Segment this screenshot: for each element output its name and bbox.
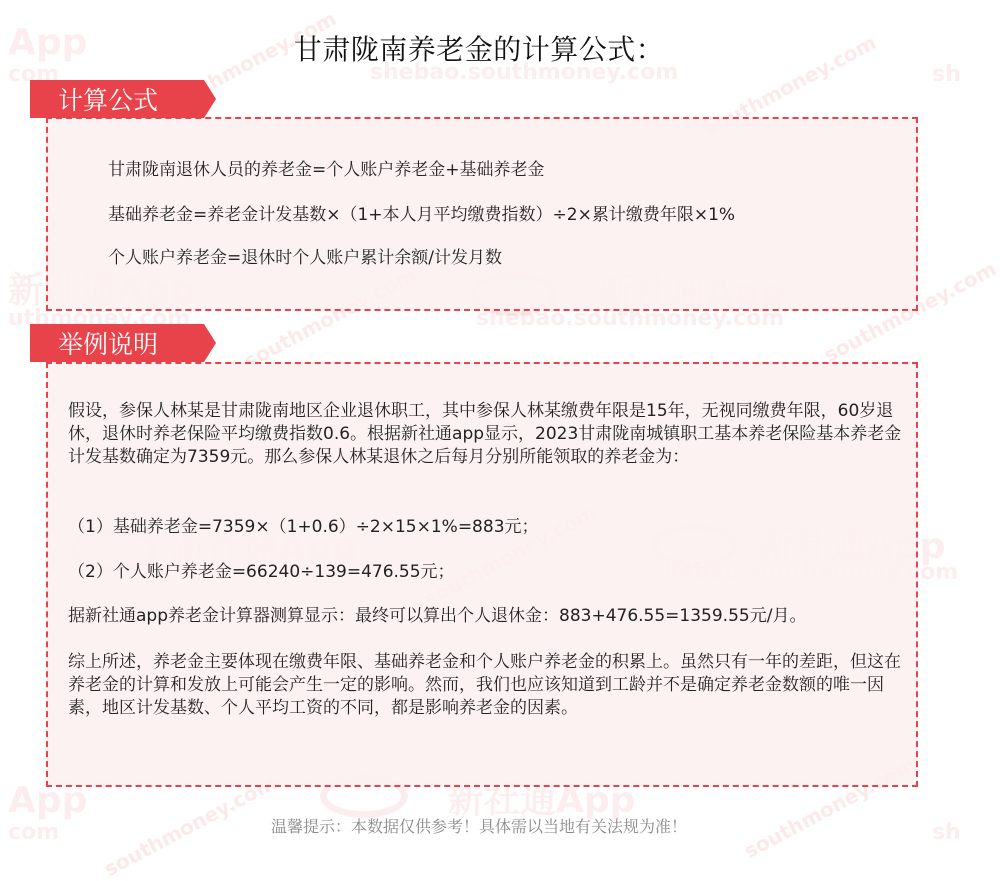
watermark-rotated: southmoney.com xyxy=(820,256,1000,368)
watermark-rotated: southmoney.com xyxy=(160,6,341,118)
example-paragraph: 假设，参保人林某是甘肃陇南地区企业退休职工，其中参保人林某缴费年限是15年，无视同缴费年限，60岁退休，退休时养老保险平均缴费指数0.6。根据新社通app显示，2023甘肃陇南城镇职工基本养老保险基本养老金计发基数确定为7359元。那么参保人林某退休之后每月分别所能领取的养老金为： xyxy=(68,401,902,467)
watermark-fragment: com xyxy=(8,820,60,845)
section-tab-label: 举例说明 xyxy=(58,330,159,359)
watermark-fragment: sh xyxy=(932,62,961,87)
formula-panel xyxy=(46,117,918,311)
watermark-fragment: com xyxy=(8,62,60,87)
watermark-fragment: App xyxy=(8,22,88,63)
watermark-rotated: southmoney.com xyxy=(700,30,881,142)
watermark-rotated: southmoney.com xyxy=(100,770,281,881)
watermark-fragment: uthmoney.com xyxy=(8,306,191,331)
watermark-fragment: App xyxy=(8,780,88,821)
formula-line: 甘肃陇南退休人员的养老金=个人账户养老金+基础养老金 xyxy=(108,160,545,180)
formula-line: 基础养老金=养老金计发基数×（1+本人月平均缴费指数）÷2×累计缴费年限×1% xyxy=(108,205,736,225)
watermark-fragment: sh xyxy=(932,820,961,845)
example-result: 据新社通app养老金计算器测算显示：最终可以算出个人退休金：883+476.55=1359.55元/月。 xyxy=(68,606,807,626)
section-tab-example xyxy=(30,324,204,362)
watermark-url: shebao.southmoney.com xyxy=(476,306,785,331)
watermark-url: shebao.southmoney.com xyxy=(370,60,679,85)
watermark-rotated: southmoney.com xyxy=(240,262,421,374)
watermark-brand: 新社通App xyxy=(448,780,636,821)
example-step: （2）个人账户养老金=66240÷139=476.55元； xyxy=(68,562,455,582)
watermark-rotated: southmoney.com xyxy=(740,752,921,864)
example-conclusion: 综上所述，养老金主要体现在缴费年限、基础养老金和个人账户养老金的积累上。虽然只有一年的差距，但这在养老金的计算和发放上可能会产生一定的影响。然而，我们也应该知道到工龄并不是确定养老金数额的唯一因素，地区计发基数、个人平均工资的不同，都是影响养老金的因素。 xyxy=(68,652,901,718)
page-title: 甘肃陇南养老金的计算公式： xyxy=(293,33,665,66)
example-step: （1）基础养老金=7359×（1+0.6）÷2×15×1%=883元； xyxy=(68,517,539,537)
example-panel xyxy=(46,362,918,787)
section-tab-label: 计算公式 xyxy=(58,86,159,115)
section-tab-formula xyxy=(30,80,204,118)
formula-line: 个人账户养老金=退休时个人账户累计余额/计发月数 xyxy=(108,248,502,268)
footer-note: 温馨提示：本数据仅供参考！具体需以当地有关法规为准！ xyxy=(270,817,687,836)
